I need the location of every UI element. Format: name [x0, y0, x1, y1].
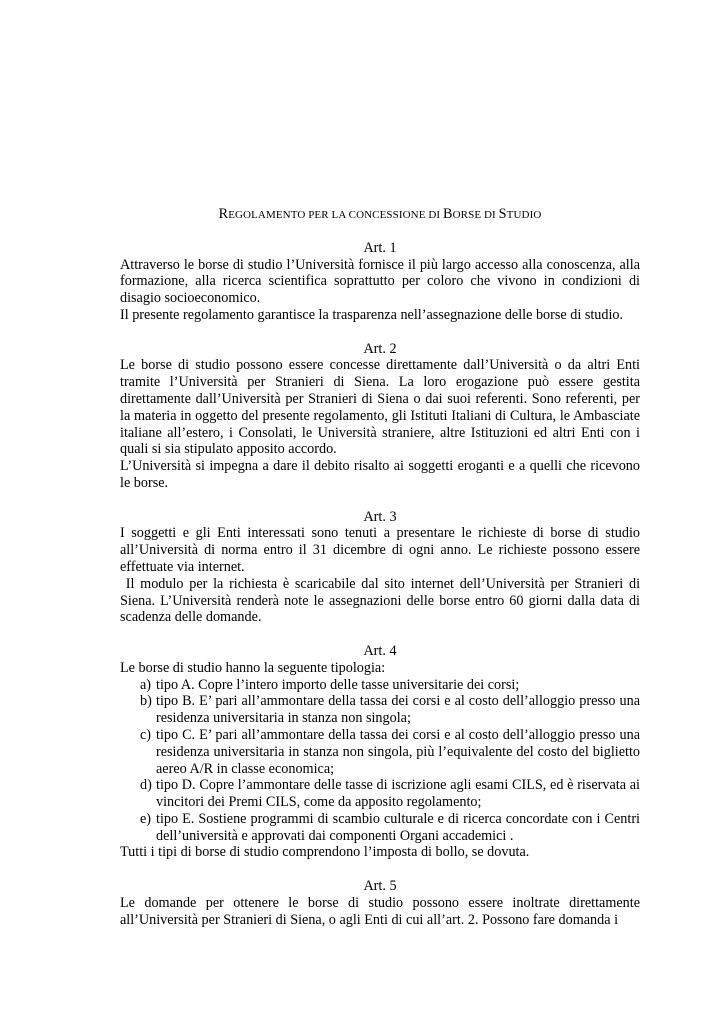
article-2-paragraph-1: Le borse di studio possono essere concesse direttamente dall’Università o da altri Enti tramite l’Università per Stranieri di Siena. La loro erogazione può essere gestita direttamente dall’Università per Stranieri di Siena o dai suoi referenti. Sono referenti, per la materia in oggetto del presente regolamento, gli Istituti Italiani di Cultura, le Ambasciate italiane all’estero, i Consolati, le Università straniere, altre Istituzioni ed altri Enti con i quali si sia stipulato apposito accordo.: [120, 357, 640, 458]
article-4-outro: Tutti i tipi di borse di studio comprendono l’imposta di bollo, se dovuta.: [120, 844, 530, 861]
list-item: c) tipo C. E’ pari all’ammontare della tassa dei corsi e al costo dell’alloggio presso una residenza universitaria in stanza non singola, più l’equivalente del costo del biglietto aereo A/R in classe economica;: [140, 726, 640, 777]
article-3-heading: Art. 3: [363, 508, 397, 525]
article-1-heading: Art. 1: [363, 239, 397, 256]
list-item: a) tipo A. Copre l’intero importo delle tasse universitarie dei corsi;: [140, 676, 520, 693]
list-item: b) tipo B. E’ pari all’ammontare della tassa dei corsi e al costo dell’alloggio presso una residenza universitaria in stanza non singola;: [140, 693, 640, 727]
article-4-heading: Art. 4: [363, 642, 397, 659]
article-1-paragraph-2: Il presente regolamento garantisce la trasparenza nell’assegnazione delle borse di studio.: [120, 306, 624, 323]
article-5-paragraph-1: Le domande per ottenere le borse di studio possono essere inoltrate direttamente all’Università per Stranieri di Siena, o agli Enti di cui all’art. 2. Possono fare domanda i: [120, 894, 640, 928]
article-2-paragraph-2: L’Università si impegna a dare il debito risalto ai soggetti eroganti e a quelli che ricevono le borse.: [120, 458, 640, 491]
article-2: [120, 341, 640, 492]
article-1: [120, 240, 640, 324]
article-5: [120, 878, 640, 928]
article-3: [120, 508, 644, 627]
scholarship-type-list: [120, 677, 640, 845]
document-title: REGOLAMENTO PER LA CONCESSIONE DI BORSE DI STUDIO: [218, 206, 542, 222]
article-1-paragraph-1: Attraverso le borse di studio l’Università fornisce il più largo accesso alla conoscenza, alla formazione, alla ricerca scientifica soprattutto per coloro che vivono in condizioni di disagio socioeconomico.: [120, 256, 640, 307]
list-item: d) tipo D. Copre l’ammontare delle tasse di iscrizione agli esami CILS, ed è riservata ai vincitori dei Premi CILS, come da apposito regolamento;: [140, 777, 640, 811]
article-4: [120, 643, 640, 861]
document-body: [120, 206, 644, 928]
article-5-heading: Art. 5: [363, 878, 397, 895]
article-4-intro: Le borse di studio hanno la seguente tipologia:: [120, 659, 386, 676]
article-2-heading: Art. 2: [363, 340, 397, 357]
article-3-paragraph-1: I soggetti e gli Enti interessati sono tenuti a presentare le richieste di borse di studio all’Università di norma entro il 31 dicembre di ogni anno. Le richieste possono essere effettuate via internet.: [120, 525, 640, 575]
article-3-paragraph-2: Il modulo per la richiesta è scaricabile dal sito internet dell’Università per Stranieri di Siena. L’Università renderà note le assegnazioni delle borse entro 60 giorni dalla data di scadenza delle domande.: [120, 575, 644, 626]
list-item: e) tipo E. Sostiene programmi di scambio culturale e di ricerca concordate con i Centri dell’università e approvati dai componenti Organi accademici .: [140, 810, 640, 844]
